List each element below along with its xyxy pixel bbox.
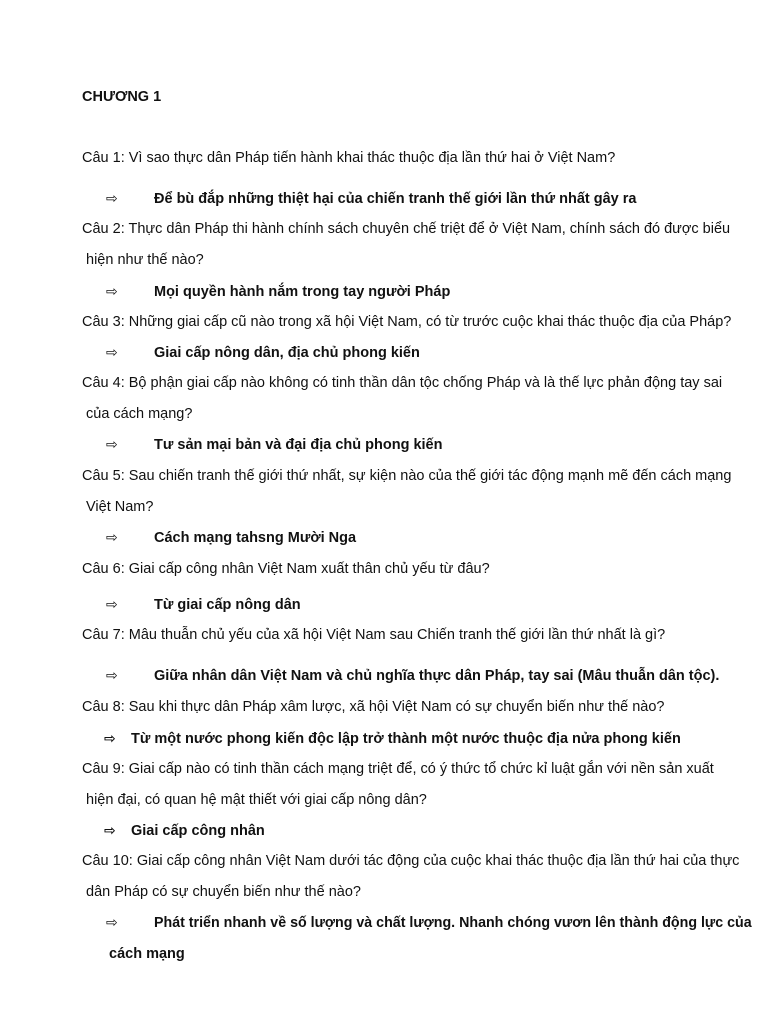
question-3: Câu 3: Những giai cấp cũ nào trong xã hội Việt Nam, có từ trước cuộc khai thác thuộc địa của Pháp? xyxy=(82,314,732,330)
answer-1: Để bù đắp những thiệt hại của chiến tranh thế giới lần thứ nhất gây ra xyxy=(154,191,637,207)
question-10: Câu 10: Giai cấp công nhân Việt Nam dưới tác động của cuộc khai thác thuộc địa lần thứ hai của thực xyxy=(82,853,740,869)
question-9: Câu 9: Giai cấp nào có tinh thần cách mạng triệt để, có ý thức tổ chức kỉ luật gắn với nền sản xuất xyxy=(82,761,714,777)
question-5: Câu 5: Sau chiến tranh thế giới thứ nhất, sự kiện nào của thế giới tác động mạnh mẽ đến cách mạng xyxy=(82,468,732,484)
question-4: Câu 4: Bộ phận giai cấp nào không có tinh thần dân tộc chống Pháp và là thế lực phản động tay sai xyxy=(82,375,723,391)
answer-9: Giai cấp công nhân xyxy=(131,823,265,839)
arrow-icon: ⇨ xyxy=(106,529,118,545)
arrow-icon: ⇨ xyxy=(106,436,118,452)
question-8: Câu 8: Sau khi thực dân Pháp xâm lược, xã hội Việt Nam có sự chuyển biến như thế nào? xyxy=(82,699,665,715)
question-2: Câu 2: Thực dân Pháp thi hành chính sách chuyên chế triệt để ở Việt Nam, chính sách đó được biểu xyxy=(82,221,731,237)
answer-10: Phát triển nhanh về số lượng và chất lượng. Nhanh chóng vươn lên thành động lực của xyxy=(154,915,752,931)
chapter-heading: CHƯƠNG 1 xyxy=(82,89,162,105)
answer-5: Cách mạng tahsng Mười Nga xyxy=(154,530,357,546)
arrow-icon: ⇨ xyxy=(106,344,118,360)
answer-10-cont: cách mạng xyxy=(109,946,185,962)
answer-6: Từ giai cấp nông dân xyxy=(154,597,301,613)
question-6: Câu 6: Giai cấp công nhân Việt Nam xuất thân chủ yếu từ đâu? xyxy=(82,561,490,577)
question-1: Câu 1: Vì sao thực dân Pháp tiến hành khai thác thuộc địa lần thứ hai ở Việt Nam? xyxy=(82,150,616,166)
question-10-cont: dân Pháp có sự chuyển biến như thế nào? xyxy=(86,884,361,900)
answer-2: Mọi quyền hành nắm trong tay người Pháp xyxy=(154,284,451,300)
arrow-icon: ⇨ xyxy=(104,822,116,838)
answer-8: Từ một nước phong kiến độc lập trở thành một nước thuộc địa nửa phong kiến xyxy=(131,731,681,747)
arrow-icon: ⇨ xyxy=(106,914,118,930)
arrow-icon: ⇨ xyxy=(106,596,118,612)
answer-7: Giữa nhân dân Việt Nam và chủ nghĩa thực dân Pháp, tay sai (Mâu thuẫn dân tộc). xyxy=(154,668,720,684)
arrow-icon: ⇨ xyxy=(106,283,118,299)
arrow-icon: ⇨ xyxy=(106,667,118,683)
answer-3: Giai cấp nông dân, địa chủ phong kiến xyxy=(154,345,420,361)
question-7: Câu 7: Mâu thuẫn chủ yếu của xã hội Việt Nam sau Chiến tranh thế giới lần thứ nhất là gì? xyxy=(82,627,666,643)
arrow-icon: ⇨ xyxy=(104,730,116,746)
arrow-icon: ⇨ xyxy=(106,190,118,206)
answer-4: Tư sản mại bản và đại địa chủ phong kiến xyxy=(154,437,443,453)
question-4-cont: của cách mạng? xyxy=(86,406,193,422)
question-9-cont: hiện đại, có quan hệ mật thiết với giai cấp nông dân? xyxy=(86,792,427,808)
question-2-cont: hiện như thế nào? xyxy=(86,252,204,268)
question-5-cont: Việt Nam? xyxy=(86,499,154,515)
